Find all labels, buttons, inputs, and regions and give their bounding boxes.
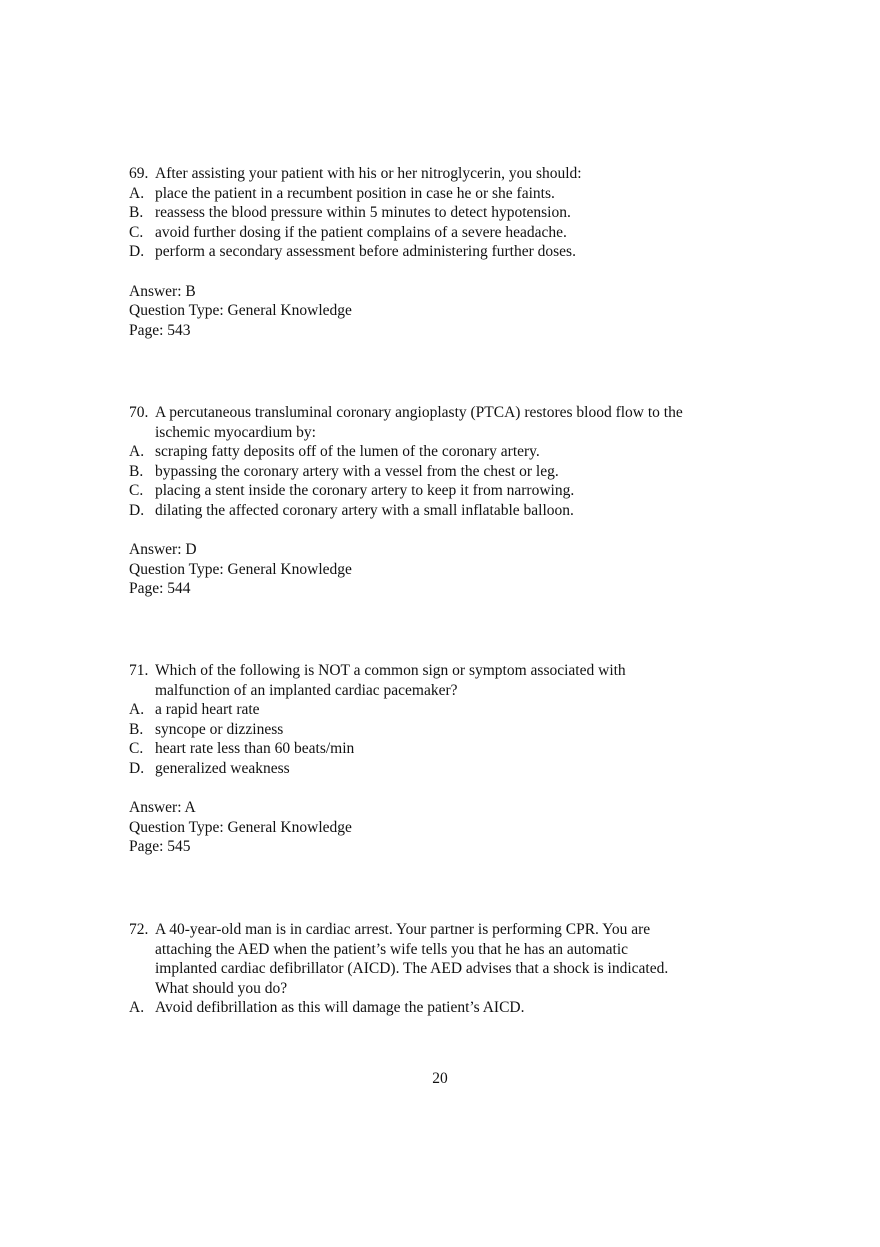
option-text: place the patient in a recumbent position in case he or she faints. [155, 184, 555, 202]
question-stem-line [129, 959, 769, 979]
option-letter: D. [129, 759, 145, 777]
question-stem-line [129, 661, 769, 681]
answer-line: Answer: D [129, 541, 197, 559]
option-d [129, 501, 769, 521]
option-b [129, 203, 769, 223]
question-stem-text: malfunction of an implanted cardiac pacemaker? [155, 681, 458, 699]
option-letter: C. [129, 223, 144, 241]
option-text: avoid further dosing if the patient complains of a severe headache. [155, 223, 567, 241]
question-stem-text: A percutaneous transluminal coronary angioplasty (PTCA) restores blood flow to the [155, 404, 683, 421]
page-reference-line: Page: 545 [129, 838, 191, 856]
question-stem-line [129, 920, 769, 940]
question-stem-text: What should you do? [155, 979, 288, 997]
option-text: Avoid defibrillation as this will damage the patient’s AICD. [155, 999, 525, 1017]
question-number: 69. [129, 165, 149, 182]
option-letter: D. [129, 243, 145, 261]
question-69 [129, 164, 769, 340]
page-reference-line: Page: 544 [129, 580, 191, 598]
question-type-line: Question Type: General Knowledge [129, 560, 352, 578]
option-text: placing a stent inside the coronary artery to keep it from narrowing. [155, 482, 575, 500]
option-letter: C. [129, 482, 144, 500]
question-stem-line [129, 940, 769, 960]
question-stem-line [129, 403, 769, 423]
question-stem-line [129, 423, 769, 443]
question-number: 70. [129, 404, 149, 421]
option-text: perform a secondary assessment before administering further doses. [155, 243, 576, 261]
question-type-line: Question Type: General Knowledge [129, 818, 352, 836]
page-reference-line: Page: 543 [129, 321, 191, 339]
option-d [129, 759, 769, 779]
question-stem-text: Which of the following is NOT a common sign or symptom associated with [155, 662, 626, 679]
question-70 [129, 403, 769, 599]
question-stem-line [129, 979, 769, 999]
question-stem-text: After assisting your patient with his or her nitroglycerin, you should: [155, 165, 582, 182]
option-letter: A. [129, 184, 145, 202]
question-71 [129, 661, 769, 857]
option-letter: C. [129, 740, 144, 758]
option-b [129, 462, 769, 482]
question-stem-text: ischemic myocardium by: [155, 423, 316, 441]
option-a [129, 184, 769, 204]
option-letter: B. [129, 204, 144, 222]
question-stem-text: attaching the AED when the patient’s wife tells you that he has an automatic [155, 940, 629, 958]
option-text: syncope or dizziness [155, 720, 284, 738]
option-letter: B. [129, 720, 144, 738]
option-letter: A. [129, 999, 145, 1017]
option-c [129, 481, 769, 501]
option-c [129, 739, 769, 759]
option-letter: A. [129, 701, 145, 719]
option-text: heart rate less than 60 beats/min [155, 740, 355, 758]
page-number: 20 [432, 1070, 448, 1087]
option-text: a rapid heart rate [155, 701, 260, 719]
option-a [129, 700, 769, 720]
option-d [129, 242, 769, 262]
question-type-line: Question Type: General Knowledge [129, 302, 352, 320]
question-stem-text: implanted cardiac defibrillator (AICD). The AED advises that a shock is indicated. [155, 960, 669, 978]
option-letter: D. [129, 501, 145, 519]
question-number: 72. [129, 921, 149, 938]
option-text: scraping fatty deposits off of the lumen of the coronary artery. [155, 443, 540, 461]
question-72 [129, 920, 769, 1018]
answer-line: Answer: B [129, 282, 196, 300]
option-a [129, 998, 769, 1018]
question-stem-line [129, 164, 769, 184]
question-meta [129, 540, 769, 599]
option-b [129, 720, 769, 740]
question-stem-line [129, 681, 769, 701]
question-meta [129, 798, 769, 857]
option-text: generalized weakness [155, 759, 290, 777]
option-c [129, 223, 769, 243]
answer-line: Answer: A [129, 799, 196, 817]
option-text: bypassing the coronary artery with a vessel from the chest or leg. [155, 462, 559, 480]
question-stem-text: A 40-year-old man is in cardiac arrest. Your partner is performing CPR. You are [155, 921, 651, 938]
question-number: 71. [129, 662, 149, 679]
option-letter: A. [129, 443, 145, 461]
option-a [129, 442, 769, 462]
question-meta [129, 282, 769, 341]
option-letter: B. [129, 462, 144, 480]
option-text: dilating the affected coronary artery with a small inflatable balloon. [155, 501, 574, 519]
option-text: reassess the blood pressure within 5 minutes to detect hypotension. [155, 204, 571, 222]
